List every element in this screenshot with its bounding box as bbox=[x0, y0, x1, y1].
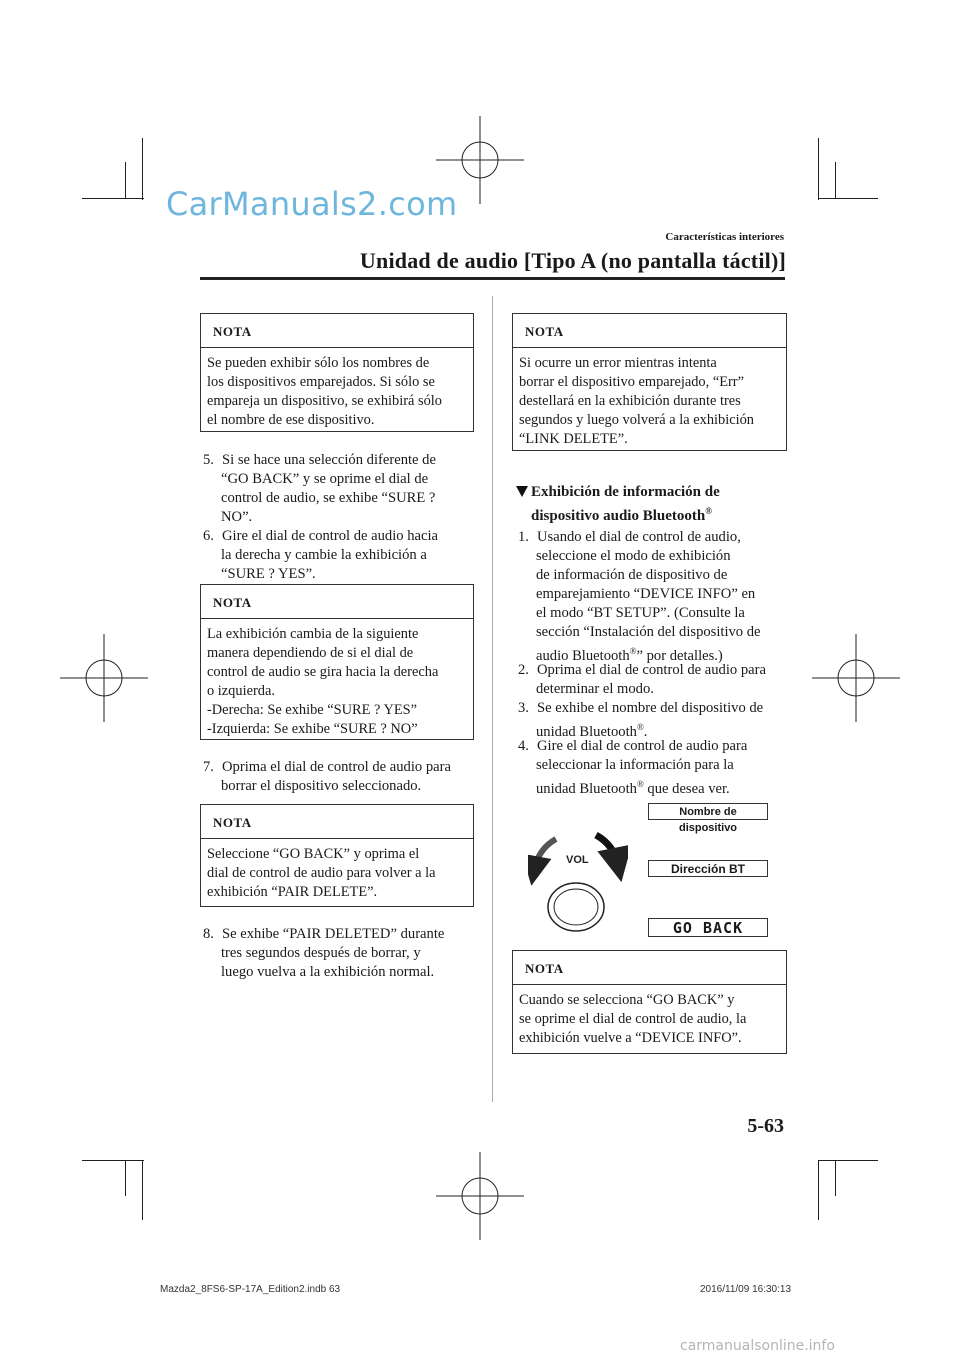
step-item: 1. Usando el dial de control de audio, seleccione el modo de exhibición de información de dispositivo de emparejamiento “DEVICE INFO” en el modo “BT SETUP”. (Consulte la sección “Instalación del dispositivo de audio Bluetooth®” por detalles.) bbox=[518, 529, 761, 664]
note-text: Cuando se selecciona “GO BACK” y se oprime el dial de control de audio, la exhibición vuelve a “DEVICE INFO”. bbox=[519, 992, 747, 1046]
note-heading: NOTA bbox=[201, 585, 473, 619]
registration-mark bbox=[436, 1152, 524, 1240]
crop-mark bbox=[818, 1160, 819, 1220]
note-heading: NOTA bbox=[201, 314, 473, 348]
note-text: Se pueden exhibir sólo los nombres de los dispositivos emparejados. Si sólo se empareja un dispositivo, se exhibirá sólo el nombre de ese dispositivo. bbox=[207, 355, 443, 428]
note-box bbox=[200, 313, 474, 432]
step-item: 8. Se exhibe “PAIR DELETED” durante tres segundos después de borrar, y luego vuelva a la exhibición normal. bbox=[203, 926, 445, 980]
section-category: Características interiores bbox=[665, 231, 784, 243]
crop-mark bbox=[142, 138, 143, 200]
crop-mark bbox=[142, 1160, 143, 1220]
display-device-name: Nombre de dispositivo bbox=[648, 803, 768, 820]
note-text: La exhibición cambia de la siguiente manera dependiendo de si el dial de control de audio se gira hacia la derecha o izquierda. -Derecha: Se exhibe “SURE ? YES” -Izquierda: Se exhibe “SURE ? NO” bbox=[207, 626, 439, 737]
crop-mark bbox=[818, 138, 819, 200]
note-text: Si ocurre un error mientras intenta borrar el dispositivo emparejado, “Err” destellará en la exhibición durante tres segundos y luego volverá a la exhibición “LINK DELETE”. bbox=[519, 355, 754, 447]
step-item: 6. Gire el dial de control de audio hacia la derecha y cambie la exhibición a “SURE ? YES”. bbox=[203, 528, 438, 582]
note-box bbox=[512, 950, 787, 1054]
note-heading: NOTA bbox=[201, 805, 473, 839]
triangle-bullet-icon bbox=[516, 486, 528, 497]
crop-mark bbox=[125, 162, 126, 198]
crop-mark bbox=[818, 1160, 878, 1161]
crop-mark bbox=[82, 198, 144, 199]
watermark-logo: CarManuals2.com bbox=[166, 185, 458, 223]
watermark-bottom: carmanualsonline.info bbox=[680, 1338, 835, 1354]
crop-mark bbox=[82, 1160, 144, 1161]
crop-mark bbox=[125, 1160, 126, 1196]
page-title: Unidad de audio [Tipo A (no pantalla táctil)] bbox=[359, 248, 786, 273]
section-heading: Exhibición de información de dispositivo audio Bluetooth® bbox=[516, 483, 786, 526]
note-heading: NOTA bbox=[513, 951, 786, 985]
note-heading: NOTA bbox=[513, 314, 786, 348]
volume-knob-icon bbox=[528, 825, 628, 935]
note-text: Seleccione “GO BACK” y oprima el dial de control de audio para volver a la exhibición “PAIR DELETE”. bbox=[207, 846, 436, 900]
crop-mark bbox=[818, 198, 878, 199]
footer-timestamp: 2016/11/09 16:30:13 bbox=[700, 1284, 792, 1295]
crop-mark bbox=[835, 1160, 836, 1196]
step-item: 2. Oprima el dial de control de audio para determinar el modo. bbox=[518, 662, 766, 697]
step-item: 3. Se exhibe el nombre del dispositivo de unidad Bluetooth®. bbox=[518, 700, 764, 740]
note-box bbox=[200, 584, 474, 740]
step-item: 4. Gire el dial de control de audio para seleccionar la información para la unidad Bluetooth® que desea ver. bbox=[518, 738, 748, 797]
footer-file: Mazda2_8FS6-SP-17A_Edition2.indb 63 bbox=[160, 1284, 341, 1295]
display-go-back: GO BACK bbox=[648, 918, 768, 937]
page-number: 5-63 bbox=[747, 1115, 784, 1137]
header-rule bbox=[200, 277, 785, 280]
display-bt-address: Dirección BT bbox=[648, 860, 768, 877]
vol-label: VOL bbox=[566, 854, 589, 866]
registration-mark bbox=[60, 634, 148, 722]
crop-mark bbox=[835, 162, 836, 198]
step-item: 5. Si se hace una selección diferente de “GO BACK” y se oprime el dial de control de audio, se exhibe “SURE ? NO”. bbox=[203, 452, 436, 525]
step-item: 7. Oprima el dial de control de audio para borrar el dispositivo seleccionado. bbox=[203, 759, 451, 794]
registration-mark bbox=[812, 634, 900, 722]
note-box bbox=[512, 313, 787, 451]
column-divider bbox=[492, 296, 493, 1102]
note-box bbox=[200, 804, 474, 907]
